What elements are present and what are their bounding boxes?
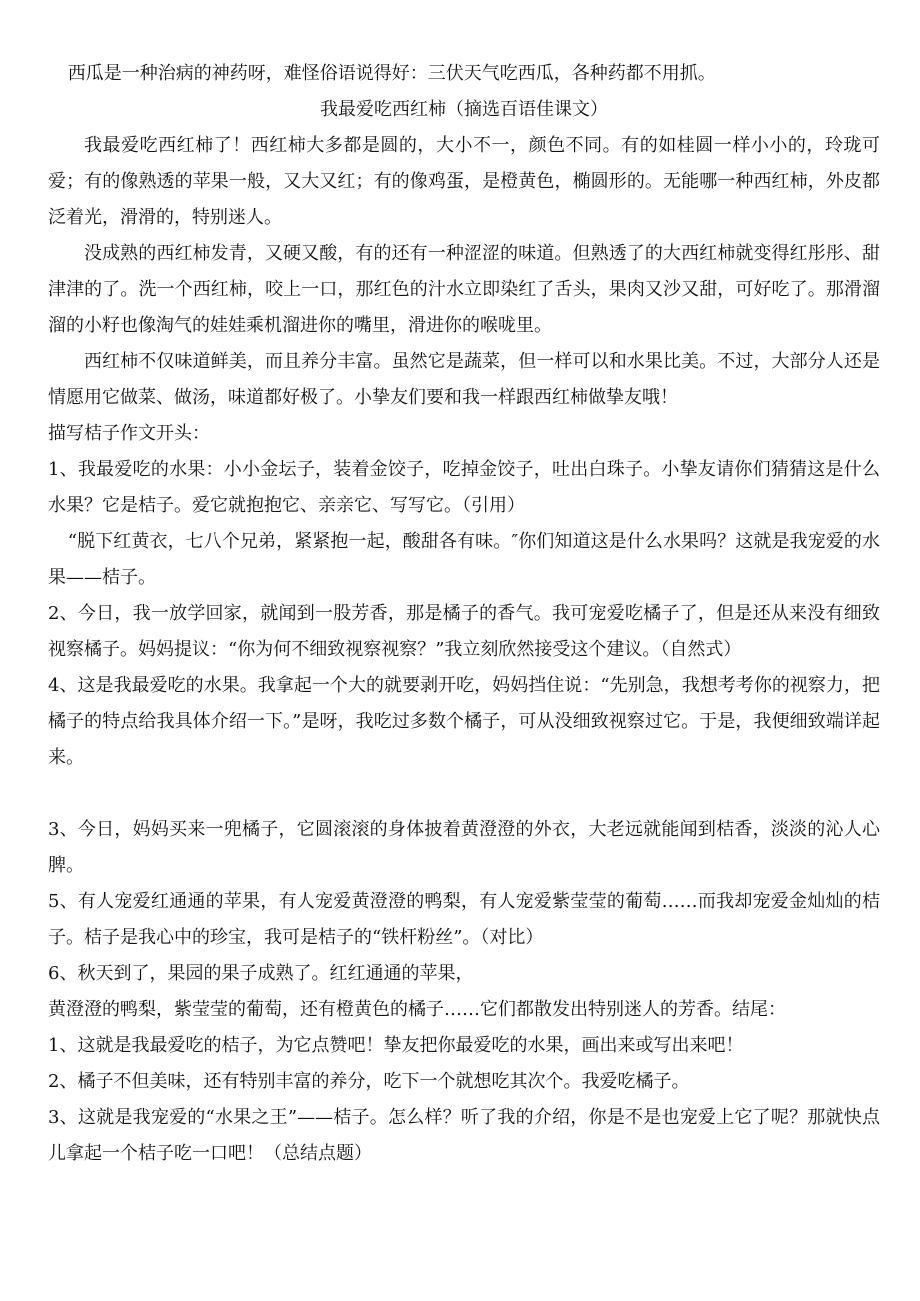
ending-item-2: 2、橘子不但美味，还有特别丰富的养分，吃下一个就想吃其次个。我爱吃橘子。 <box>48 1071 690 1092</box>
paragraph-tomato-taste: 没成熟的西红柿发青，又硬又酸，有的还有一种涩涩的味道。但熟透了的大西红柿就变得红彤彤、甜津津的了。洗一个西红柿，咬上一口，那红色的汁水立即染红了舌头，果肉又沙又甜，可好吃了。那滑溜溜的小籽也像淘气的娃娃乘机溜进你的嘴里，滑进你的喉咙里。 <box>48 243 880 336</box>
blank-line <box>48 776 880 812</box>
opening-item-6-line-1: 6、秋天到了，果园的果子成熟了。红红通通的苹果， <box>48 963 474 984</box>
opening-item-6-line-2: 黄澄澄的鸭梨，紫莹莹的葡萄，还有橙黄色的橘子……它们都散发出特别迷人的芳香。结尾： <box>48 999 786 1020</box>
opening-item-1: 1、我最爱吃的水果：小小金坛子，装着金饺子，吃掉金饺子，吐出白珠子。小挚友请你们猜猜这是什么水果？它是桔子。爱它就抱抱它、亲亲它、写写它。（引用） <box>48 459 880 516</box>
paragraph-tomato-nutrition: 西红柿不仅味道鲜美，而且养分丰富。虽然它是蔬菜，但一样可以和水果比美。不过，大部分人还是情愿用它做菜、做汤，味道都好极了。小挚友们要和我一样跟西红柿做挚友哦！ <box>48 351 880 408</box>
paragraph-watermelon: 西瓜是一种治病的神药呀，难怪俗语说得好：三伏天气吃西瓜，各种药都不用抓。 <box>67 63 716 84</box>
ending-item-1: 1、这就是我最爱吃的桔子，为它点赞吧！挚友把你最爱吃的水果，画出来或写出来吧！ <box>48 1035 744 1056</box>
essay-title-tomato: 我最爱吃西红柿（摘选百语佳课文） <box>320 99 608 120</box>
opening-item-2: 2、今日，我一放学回家，就闻到一股芳香，那是橘子的香气。我可宠爱吃橘子了，但是还从来没有细致视察橘子。妈妈提议：“你为何不细致视察视察？”我立刻欣然接受这个建议。（自然式） <box>48 603 880 660</box>
paragraph-tomato-shape: 我最爱吃西红柿了！西红柿大多都是圆的，大小不一，颜色不同。有的如桂圆一样小小的，玲珑可爱；有的像熟透的苹果一般，又大又红；有的像鸡蛋，是橙黄色，椭圆形的。无能哪一种西红柿，外皮都泛着光，滑滑的，特别迷人。 <box>48 135 880 228</box>
opening-item-4: 4、这是我最爱吃的水果。我拿起一个大的就要剥开吃，妈妈挡住说：“先别急，我想考考你的视察力，把橘子的特点给我具体介绍一下。”是呀，我吃过多数个橘子，可从没细致视察过它。于是，我便细致端详起来。 <box>48 675 880 768</box>
opening-item-3: 3、今日，妈妈买来一兜橘子，它圆滚滚的身体披着黄澄澄的外衣，大老远就能闻到桔香，淡淡的沁人心脾。 <box>48 819 880 876</box>
section-heading-openings: 描写桔子作文开头： <box>48 423 210 444</box>
ending-item-3: 3、这就是我宠爱的“水果之王”——桔子。怎么样？听了我的介绍，你是不是也宠爱上它了呢？那就快点儿拿起一个桔子吃一口吧！（总结点题） <box>48 1107 880 1164</box>
opening-item-5: 5、有人宠爱红通通的苹果，有人宠爱黄澄澄的鸭梨，有人宠爱紫莹莹的葡萄……而我却宠爱金灿灿的桔子。桔子是我心中的珍宝，我可是桔子的“铁杆粉丝”。（对比） <box>48 891 880 948</box>
opening-item-riddle: “脱下红黄衣，七八个兄弟，紧紧抱一起，酸甜各有味。″你们知道这是什么水果吗？这就是我宠爱的水果——桔子。 <box>48 531 880 588</box>
